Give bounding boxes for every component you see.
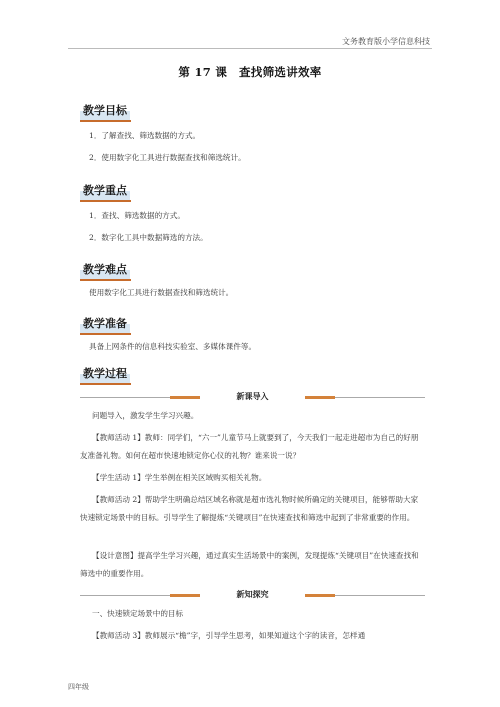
lesson-title: 第 17 课 查找筛选讲效率 — [178, 65, 322, 79]
key-item-1: 1．查找、筛选数据的方式。 — [89, 211, 185, 220]
difficulty-text: 使用数字化工具进行数据查找和筛选统计。 — [89, 288, 234, 297]
divider-explore — [80, 589, 425, 603]
divider-explore-label: 新知探究 — [236, 590, 269, 599]
section-heading-prep: 教学准备 — [80, 314, 130, 332]
intro-para-3: 【学生活动 1】学生举例在相关区域购买相关礼物。 — [92, 473, 267, 482]
intro-para-5: 【设计意图】提高学生学习兴趣，通过真实生活场景中的案例，发现提炼“关键项目”在快速查找和筛选中的重要作用。 — [80, 551, 419, 578]
header-subject: 文务教育版小学信息科技 — [342, 37, 430, 46]
intro-para-1: 问题导入，激发学生学习兴趣。 — [92, 411, 199, 420]
section-heading-process: 教学过程 — [80, 364, 130, 382]
goal-item-2: 2．使用数字化工具进行数据查找和筛选统计。 — [89, 153, 246, 162]
goal-item-1: 1．了解查找、筛选数据的方式。 — [89, 131, 201, 140]
section-heading-goals: 教学目标 — [80, 101, 130, 119]
section-heading-difficulty: 教学难点 — [80, 260, 130, 278]
divider-intro-label: 新课导入 — [236, 392, 269, 401]
intro-para-4: 【教师活动 2】帮助学生明确总结区域名称就是超市选礼物时候所确定的关键项目，能够帮助大家快速锁定场景中的目标。引导学生了解提炼“关键项目”在快速查找和筛选中起到了非常重要的作用。 — [80, 495, 419, 522]
divider-intro — [80, 391, 425, 405]
footer-grade: 四年级 — [68, 683, 89, 691]
key-item-2: 2．数字化工具中数据筛选的方法。 — [89, 233, 208, 242]
explore-para-1: 一、快速锁定场景中的目标 — [92, 609, 184, 618]
explore-para-2: 【教师活动 3】教师展示“檐”字，引导学生思考，如果知道这个字的读音，怎样通 — [92, 631, 366, 640]
intro-para-2: 【教师活动 1】教师：同学们，“六一”儿童节马上就要到了，今天我们一起走进超市为自己的好朋友准备礼物。如何在超市快速地锁定你心仪的礼物？谁来说一说？ — [80, 433, 419, 460]
prep-text: 具备上网条件的信息科技实验室、多媒体课件等。 — [89, 342, 257, 351]
header-rule — [68, 48, 432, 49]
section-heading-key: 教学重点 — [80, 181, 130, 199]
